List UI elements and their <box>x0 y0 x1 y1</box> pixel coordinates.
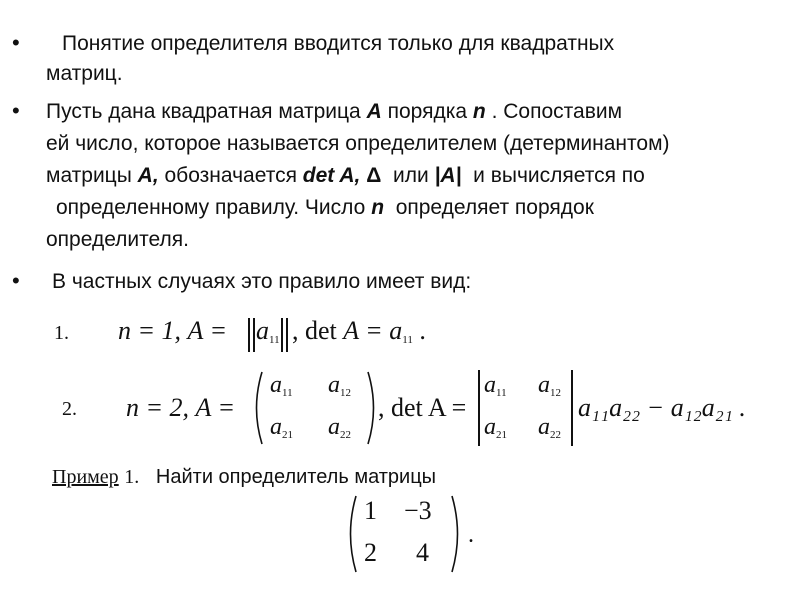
bullet-1-line-1: Понятие определителя вводится только для квадратных <box>62 32 615 55</box>
example-number: 1. <box>124 466 140 488</box>
abs-symbol: |A| <box>434 164 462 187</box>
period: . <box>419 316 426 345</box>
example-heading <box>52 466 436 489</box>
a-symbol: a <box>538 414 550 440</box>
case-1-det: , $\det A = a_{11}$ . <box>292 316 426 346</box>
bullet-3-text: В частных случаях это правило имеет вид: <box>52 270 472 293</box>
n-equals: n = 1, <box>118 316 182 345</box>
text-span: или <box>392 164 429 187</box>
text-span: обозначается <box>164 164 297 187</box>
case-2-result: a₁₁a₂₂ − a₁₂a₂₁ . <box>578 393 746 422</box>
bullet-dot: • <box>12 98 20 123</box>
a-symbol: a <box>484 372 496 398</box>
norm-bar <box>248 318 250 352</box>
a-equals: A = <box>343 316 383 345</box>
a-symbol: a <box>389 316 403 345</box>
case-2-number: 2. <box>62 398 77 420</box>
example-text: Найти определитель матрицы <box>155 466 437 488</box>
subscript: 12 <box>550 387 561 399</box>
norm-bar <box>253 318 255 352</box>
matrix-symbol: A, <box>137 164 159 187</box>
subscript: 22 <box>550 429 561 441</box>
example-label: Пример <box>52 466 119 488</box>
det-cell <box>484 372 507 399</box>
a-equals: A = <box>187 316 228 345</box>
subscript: 11 <box>402 334 413 346</box>
example-period: . <box>468 522 474 548</box>
bullet-1-line-2: матриц. <box>46 62 123 85</box>
subscript: 11 <box>269 334 280 346</box>
matrix-cell <box>328 414 351 441</box>
bullet-2-line-4 <box>56 196 594 220</box>
matrix-symbol: A <box>366 100 382 123</box>
det-label: det <box>305 316 337 345</box>
det-bar <box>571 370 573 446</box>
det-cell <box>484 414 507 441</box>
subscript: 11 <box>282 387 293 399</box>
case-1-a11 <box>256 316 280 346</box>
example-cell: 4 <box>416 538 429 567</box>
a-symbol: a <box>328 372 340 398</box>
a-symbol: a <box>270 414 282 440</box>
det-symbol: det A, <box>302 164 361 187</box>
case-1-formula <box>118 316 227 346</box>
bullet-dot: • <box>12 268 20 293</box>
a-symbol: a <box>538 372 550 398</box>
bullet-2-line-2: ей число, которое называется определителем (детерминантом) <box>46 132 670 155</box>
subscript: 11 <box>496 387 507 399</box>
case-2-det <box>378 393 466 423</box>
norm-bar <box>281 318 283 352</box>
det-cell <box>538 372 561 399</box>
norm-bar <box>286 318 288 352</box>
text-span: определяет порядок <box>395 196 594 219</box>
n-equals: n = 2, <box>126 393 190 422</box>
case-1-number: 1. <box>54 322 69 344</box>
bullet-2-line-5: определителя. <box>46 228 189 251</box>
a-symbol: a <box>270 372 282 398</box>
a-equals: A = <box>195 393 236 422</box>
example-cell: 1 <box>364 496 377 525</box>
a-symbol: a <box>256 316 269 345</box>
order-symbol: n <box>371 196 385 219</box>
delta-symbol: Δ <box>366 164 382 187</box>
matrix-cell <box>270 372 293 399</box>
order-symbol: n <box>472 100 486 123</box>
case-2-formula <box>126 393 235 423</box>
text-span: . Сопоставим <box>491 100 623 123</box>
det-cell <box>538 414 561 441</box>
a-symbol: a <box>484 414 496 440</box>
text-span: Пусть дана квадратная матрица <box>46 100 361 123</box>
comma: , <box>378 393 385 422</box>
bullet-2-line-3 <box>46 164 645 188</box>
example-cell: −3 <box>404 496 432 525</box>
bullet-dot: • <box>12 30 20 55</box>
bullet-2-line-1 <box>46 100 622 124</box>
text-span: порядка <box>387 100 468 123</box>
det-label: det A = <box>391 393 467 422</box>
a-symbol: a <box>328 414 340 440</box>
subscript: 22 <box>340 429 351 441</box>
example-cell: 2 <box>364 538 377 567</box>
det-bar <box>478 370 480 446</box>
subscript: 21 <box>496 429 507 441</box>
text-span: матрицы <box>46 164 132 187</box>
subscript: 21 <box>282 429 293 441</box>
text-span: определенному правилу. Число <box>56 196 366 219</box>
matrix-cell <box>328 372 351 399</box>
subscript: 12 <box>340 387 351 399</box>
text-span: и вычисляется по <box>473 164 645 187</box>
matrix-cell <box>270 414 293 441</box>
